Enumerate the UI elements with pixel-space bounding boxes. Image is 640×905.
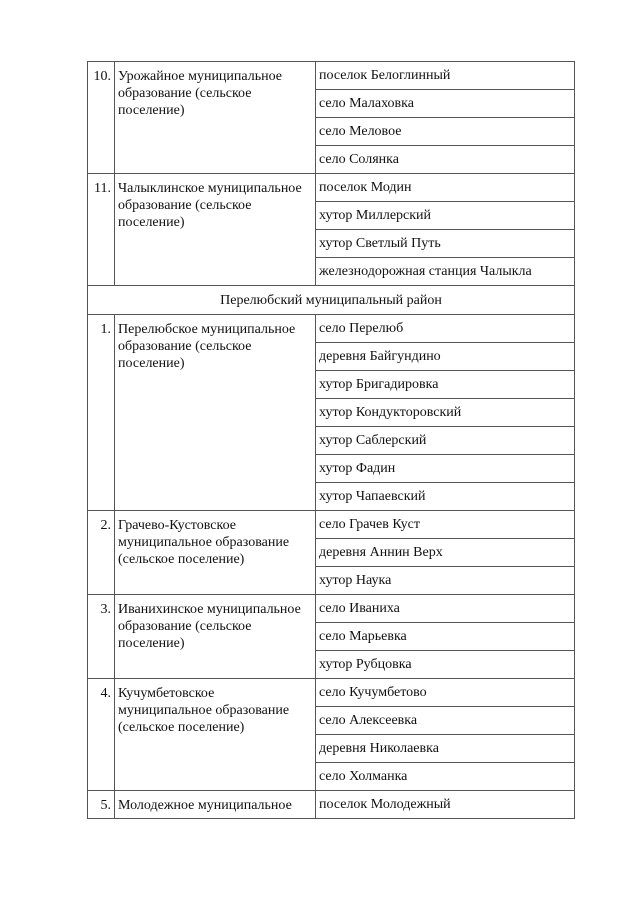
settlement-name: село Перелюб [316, 315, 575, 343]
municipality-name: Кучумбетовское муниципальное образование (сельское поселение) [115, 679, 316, 791]
municipality-name: Грачево-Кустовское муниципальное образование (сельское поселение) [115, 511, 316, 595]
row-number: 2. [88, 511, 115, 595]
row-number: 5. [88, 791, 115, 819]
settlement-name: село Меловое [316, 118, 575, 146]
settlement-name: хутор Кондукторовский [316, 399, 575, 427]
settlement-name: хутор Бригадировка [316, 371, 575, 399]
settlement-name: хутор Наука [316, 567, 575, 595]
municipality-name: Перелюбское муниципальное образование (сельское поселение) [115, 315, 316, 511]
settlement-name: село Солянка [316, 146, 575, 174]
settlement-name: хутор Рубцовка [316, 651, 575, 679]
settlement-name: хутор Фадин [316, 455, 575, 483]
settlement-name: село Малаховка [316, 90, 575, 118]
row-number: 3. [88, 595, 115, 679]
settlement-name: поселок Белоглинный [316, 62, 575, 90]
table-row [88, 595, 575, 623]
row-number: 10. [88, 62, 115, 174]
settlement-name: деревня Аннин Верх [316, 539, 575, 567]
table-row [88, 174, 575, 202]
municipality-name: Урожайное муниципальное образование (сельское поселение) [115, 62, 316, 174]
district-header: Перелюбский муниципальный район [88, 286, 575, 315]
settlement-name: деревня Николаевка [316, 735, 575, 763]
settlement-name: хутор Чапаевский [316, 483, 575, 511]
table-row [88, 315, 575, 343]
settlement-name: железнодорожная станция Чалыкла [316, 258, 575, 286]
settlement-name: село Иваниха [316, 595, 575, 623]
settlement-name: хутор Миллерский [316, 202, 575, 230]
document-page [87, 61, 575, 819]
table-row [88, 791, 575, 819]
table-body [88, 62, 575, 819]
settlement-name: село Грачев Куст [316, 511, 575, 539]
settlement-name: поселок Модин [316, 174, 575, 202]
settlement-name: село Алексеевка [316, 707, 575, 735]
municipality-name: Иванихинское муниципальное образование (сельское поселение) [115, 595, 316, 679]
row-number: 4. [88, 679, 115, 791]
settlements-table [87, 61, 575, 819]
table-row [88, 62, 575, 90]
settlement-name: деревня Байгундино [316, 343, 575, 371]
settlement-name: село Холманка [316, 763, 575, 791]
table-row [88, 511, 575, 539]
settlement-name: село Марьевка [316, 623, 575, 651]
district-row [88, 286, 575, 315]
table-row [88, 679, 575, 707]
settlement-name: хутор Саблерский [316, 427, 575, 455]
municipality-name: Чалыклинское муниципальное образование (сельское поселение) [115, 174, 316, 286]
municipality-name: Молодежное муниципальное [115, 791, 316, 819]
row-number: 1. [88, 315, 115, 511]
settlement-name: хутор Светлый Путь [316, 230, 575, 258]
settlement-name: село Кучумбетово [316, 679, 575, 707]
settlement-name: поселок Молодежный [316, 791, 575, 819]
row-number: 11. [88, 174, 115, 286]
